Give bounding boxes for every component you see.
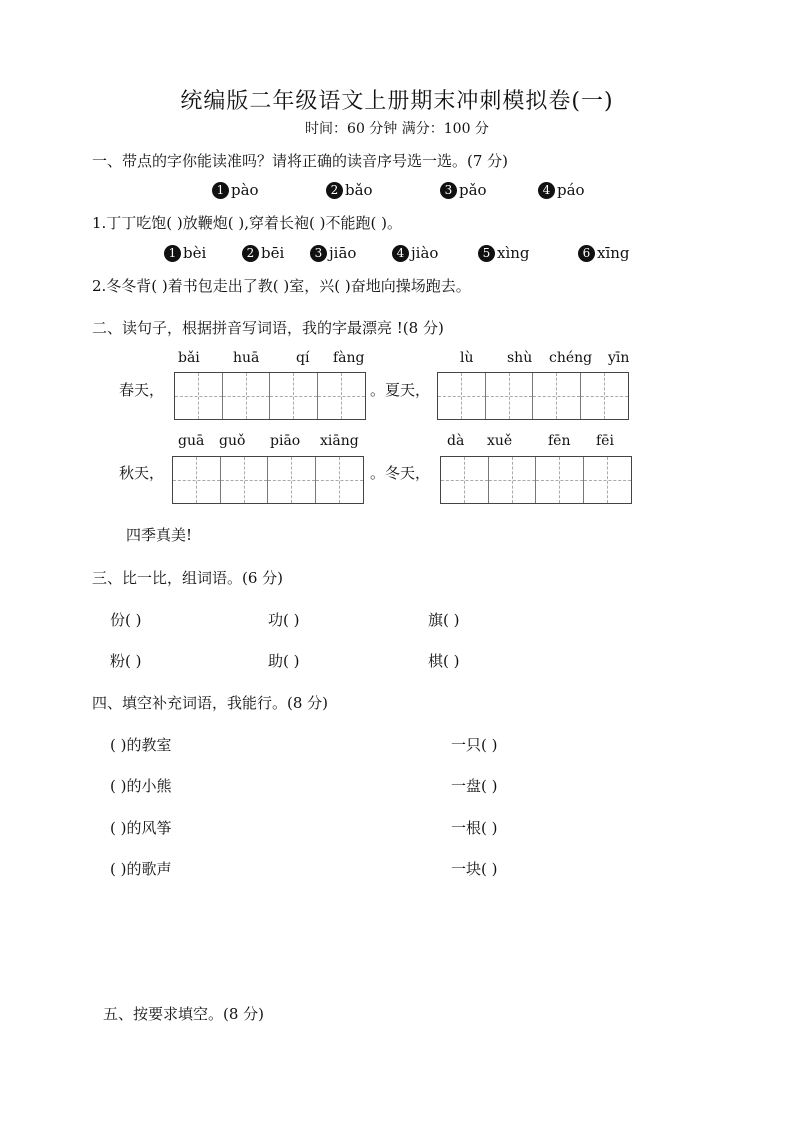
compare-qi-2: 棋( ) xyxy=(428,652,460,670)
section5-heading: 五、按要求填空。(8 分) xyxy=(103,1005,265,1023)
pinyin-xiang: xiāng xyxy=(320,433,359,449)
compare-zhu: 助( ) xyxy=(268,652,300,670)
pinyin-piao: piāo xyxy=(270,433,301,449)
pinyin-cheng: chéng xyxy=(549,350,593,366)
fill-yigen: 一根( ) xyxy=(451,819,498,837)
section2-heading: 二、读句子，根据拼音写词语，我的字最漂亮 !(8 分) xyxy=(92,319,444,337)
fill-classroom: ( )的教室 xyxy=(110,736,172,754)
fill-yipan: 一盘( ) xyxy=(451,777,498,795)
exam-title: 统编版二年级语文上册期末冲刺模拟卷(一) xyxy=(180,89,614,114)
label-winter: 。冬天， xyxy=(370,464,431,482)
pinyin-xue: xuě xyxy=(487,433,513,449)
pinyin-shu: shù xyxy=(507,350,533,366)
pinyin-qi: qí xyxy=(296,350,310,366)
label-summer: 。夏天， xyxy=(370,381,431,399)
compare-gong: 功( ) xyxy=(268,611,300,629)
writing-grid-summer[interactable] xyxy=(437,372,629,420)
pinyin-gua: guā xyxy=(178,433,205,449)
question-2-sentence: 2.冬冬背( )着书包走出了教( )室，兴( )奋地向操场跑去。 xyxy=(92,277,471,295)
pinyin-yin: yīn xyxy=(608,350,630,366)
pinyin-hua: huā xyxy=(233,350,260,366)
compare-fen-2: 粉( ) xyxy=(110,652,142,670)
pinyin-bai: bǎi xyxy=(178,350,200,366)
writing-grid-winter[interactable] xyxy=(440,456,632,504)
pinyin-fei: fēi xyxy=(596,433,614,449)
option-1-bei4: 1 bèi xyxy=(164,244,206,262)
four-seasons-closing: 四季真美! xyxy=(126,526,193,544)
pinyin-guo: guǒ xyxy=(219,433,246,449)
option-3-pao3: 3 pǎo xyxy=(440,181,487,199)
option-2-bao3: 2 bǎo xyxy=(326,181,373,199)
section4-heading: 四、填空补充词语，我能行。(8 分) xyxy=(92,694,329,712)
label-autumn: 秋天， xyxy=(119,464,165,482)
pinyin-lu: lù xyxy=(460,350,474,366)
option-1-pao4: 1 pào xyxy=(212,181,259,199)
writing-grid-spring[interactable] xyxy=(174,372,366,420)
option-4-pao2: 4 páo xyxy=(538,181,585,199)
exam-meta: 时间：60 分钟 满分：100 分 xyxy=(305,121,489,137)
pinyin-fen: fēn xyxy=(548,433,571,449)
fill-yizhi: 一只( ) xyxy=(451,736,498,754)
fill-bear: ( )的小熊 xyxy=(110,777,172,795)
option-6-xing1: 6 xīng xyxy=(578,244,630,262)
option-4-jiao4: 4 jiào xyxy=(392,244,438,262)
option-3-jiao1: 3 jiāo xyxy=(310,244,356,262)
pinyin-fang: fàng xyxy=(333,350,365,366)
section1-heading: 一、带点的字你能读准吗？请将正确的读音序号选一选。(7 分) xyxy=(92,152,509,170)
pinyin-da: dà xyxy=(447,433,465,449)
fill-yikuai: 一块( ) xyxy=(451,860,498,878)
option-2-bei1: 2 bēi xyxy=(242,244,284,262)
fill-song: ( )的歌声 xyxy=(110,860,172,878)
option-5-xing4: 5 xìng xyxy=(478,244,530,262)
question-1-sentence: 1.丁丁吃饱( )放鞭炮( ),穿着长袍( )不能跑( )。 xyxy=(92,214,402,232)
section3-heading: 三、比一比，组词语。(6 分) xyxy=(92,569,284,587)
compare-qi-1: 旗( ) xyxy=(428,611,460,629)
compare-fen-1: 份( ) xyxy=(110,611,142,629)
label-spring: 春天， xyxy=(119,381,165,399)
fill-kite: ( )的风筝 xyxy=(110,819,172,837)
writing-grid-autumn[interactable] xyxy=(172,456,364,504)
